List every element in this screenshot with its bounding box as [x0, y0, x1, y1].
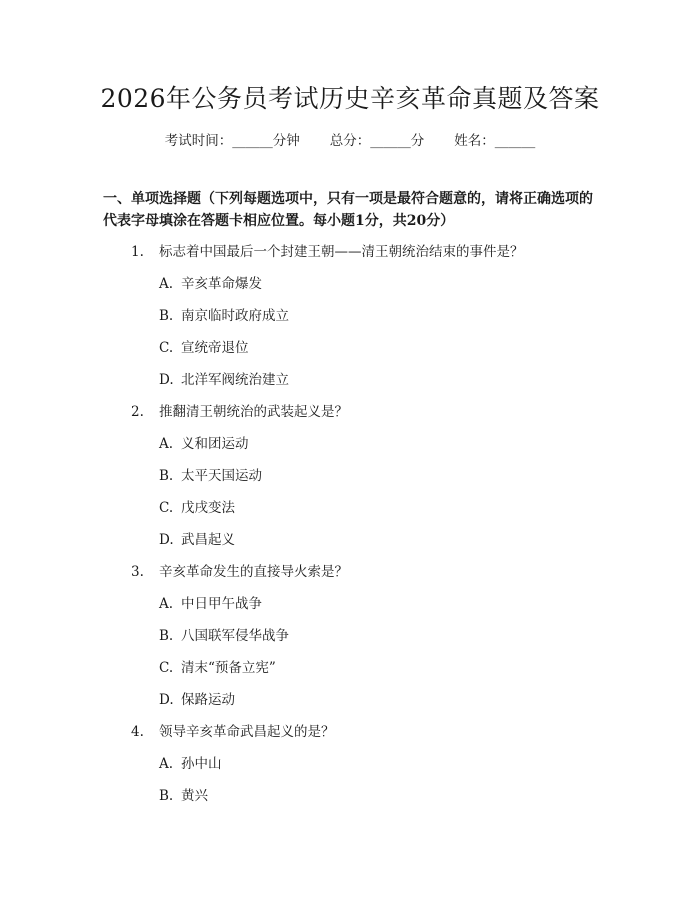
- question-2-option-d: [159, 530, 235, 550]
- option-text: 保路运动: [181, 692, 235, 708]
- question-3-option-c: [159, 658, 276, 678]
- option-text: 清末“预备立宪”: [181, 660, 276, 676]
- time-blank: ______: [232, 133, 273, 149]
- question-3-option-a: [159, 594, 262, 614]
- question-number: 1.: [131, 244, 144, 260]
- question-3: [131, 562, 348, 582]
- question-1-option-b: [159, 306, 289, 326]
- option-letter: D.: [159, 532, 174, 548]
- question-1-option-a: [159, 274, 262, 294]
- question-1-option-c: [159, 338, 249, 358]
- option-text: 义和团运动: [181, 436, 249, 452]
- option-letter: A.: [159, 756, 174, 772]
- section-heading-line-2: 代表字母填涂在答题卡相应位置。每小题1分，共20分）: [103, 213, 455, 229]
- option-text: 武昌起义: [181, 532, 235, 548]
- question-4: [131, 722, 335, 742]
- option-letter: A.: [159, 276, 174, 292]
- option-letter: C.: [159, 660, 174, 676]
- option-text: 宣统帝退位: [181, 340, 249, 356]
- question-number: 3.: [131, 564, 144, 580]
- score-label: 总分：: [329, 133, 371, 149]
- question-number: 4.: [131, 724, 144, 740]
- question-number: 2.: [131, 404, 144, 420]
- option-text: 八国联军侵华战争: [181, 628, 289, 644]
- question-3-option-b: [159, 626, 289, 646]
- question-2-option-a: [159, 434, 249, 454]
- option-letter: B.: [159, 628, 174, 644]
- question-2-option-c: [159, 498, 235, 518]
- option-text: 太平天国运动: [181, 468, 262, 484]
- option-text: 黄兴: [181, 788, 208, 804]
- question-text: 推翻清王朝统治的武装起义是？: [159, 404, 348, 420]
- page-title: 2026年公务员考试历史辛亥革命真题及答案: [100, 84, 600, 113]
- name-label: 姓名：: [454, 133, 495, 149]
- option-text: 南京临时政府成立: [181, 308, 289, 324]
- option-letter: A.: [159, 596, 174, 612]
- option-letter: B.: [159, 468, 174, 484]
- option-text: 北洋军阀统治建立: [181, 372, 289, 388]
- option-text: 辛亥革命爆发: [181, 276, 262, 292]
- option-letter: D.: [159, 692, 174, 708]
- option-letter: A.: [159, 436, 174, 452]
- score-blank: ______: [370, 133, 411, 149]
- question-1-option-d: [159, 370, 289, 390]
- question-2: [131, 402, 348, 422]
- option-letter: B.: [159, 308, 174, 324]
- option-letter: D.: [159, 372, 174, 388]
- question-text: 领导辛亥革命武昌起义的是？: [159, 724, 335, 740]
- score-unit: 分: [410, 133, 425, 149]
- question-2-option-b: [159, 466, 262, 486]
- time-unit: 分钟: [272, 133, 300, 149]
- option-letter: C.: [159, 500, 174, 516]
- option-text: 戊戌变法: [181, 500, 235, 516]
- option-text: 孙中山: [181, 756, 222, 772]
- option-letter: B.: [159, 788, 174, 804]
- time-label: 考试时间：: [164, 133, 233, 149]
- section-heading: [103, 188, 603, 232]
- option-letter: C.: [159, 340, 174, 356]
- question-4-option-a: [159, 754, 222, 774]
- question-1: [131, 242, 524, 262]
- question-text: 辛亥革命发生的直接导火索是？: [159, 564, 348, 580]
- exam-info-line: [0, 131, 700, 151]
- question-4-option-b: [159, 786, 208, 806]
- question-3-option-d: [159, 690, 235, 710]
- name-blank: ______: [494, 133, 536, 149]
- question-text: 标志着中国最后一个封建王朝——清王朝统治结束的事件是？: [159, 244, 524, 260]
- section-heading-line-1: 一、单项选择题（下列每题选项中，只有一项是最符合题意的，请将正确选项的: [103, 191, 593, 207]
- option-text: 中日甲午战争: [181, 596, 262, 612]
